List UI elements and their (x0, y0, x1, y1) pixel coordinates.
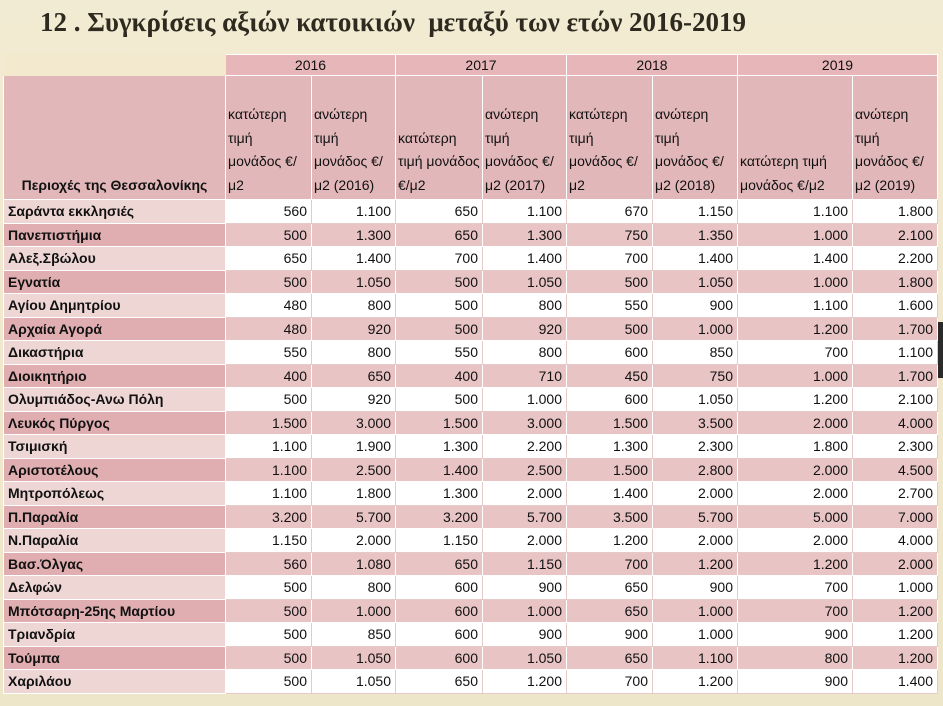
table-row (4, 364, 938, 388)
min-price-cell: 650 (567, 599, 653, 623)
max-price-cell: 2.200 (853, 247, 938, 271)
min-price-cell: 400 (226, 364, 312, 388)
max-price-cell: 1.400 (653, 247, 738, 271)
column-header-row (4, 76, 938, 200)
min-price-cell: 500 (226, 270, 312, 294)
min-price-cell: 500 (226, 388, 312, 412)
max-price-cell: 900 (653, 294, 738, 318)
min-price-cell: 1.000 (738, 270, 853, 294)
max-price-cell: 7.000 (853, 505, 938, 529)
max-price-cell: 900 (483, 576, 567, 600)
min-price-cell: 1.400 (396, 458, 483, 482)
max-price-cell: 800 (483, 341, 567, 365)
max-price-cell: 650 (312, 364, 396, 388)
min-price-cell: 670 (567, 200, 653, 224)
min-price-cell: 700 (567, 670, 653, 694)
column-header: ανώτερη τιμή μονάδος €/μ2 (2018) (653, 76, 738, 200)
min-price-cell: 560 (226, 200, 312, 224)
max-price-cell: 1.000 (312, 599, 396, 623)
max-price-cell: 5.700 (312, 505, 396, 529)
max-price-cell: 2.100 (853, 388, 938, 412)
max-price-cell: 800 (312, 576, 396, 600)
max-price-cell: 4.000 (853, 529, 938, 553)
region-name-cell: Αλεξ.Σβώλου (4, 247, 226, 271)
max-price-cell: 1.400 (312, 247, 396, 271)
max-price-cell: 1.800 (853, 270, 938, 294)
region-name-cell: Τριανδρία (4, 623, 226, 647)
min-price-cell: 1.500 (567, 411, 653, 435)
table-row (4, 458, 938, 482)
max-price-cell: 1.050 (483, 270, 567, 294)
max-price-cell: 1.200 (653, 552, 738, 576)
min-price-cell: 650 (396, 670, 483, 694)
table-row (4, 270, 938, 294)
max-price-cell: 710 (483, 364, 567, 388)
min-price-cell: 500 (567, 317, 653, 341)
min-price-cell: 900 (567, 623, 653, 647)
min-price-cell: 1.300 (396, 435, 483, 459)
min-price-cell: 500 (396, 317, 483, 341)
year-header-row (4, 55, 938, 76)
max-price-cell: 2.000 (483, 482, 567, 506)
table-row (4, 552, 938, 576)
min-price-cell: 900 (738, 623, 853, 647)
table-row (4, 247, 938, 271)
max-price-cell: 1.050 (312, 646, 396, 670)
max-price-cell: 1.900 (312, 435, 396, 459)
region-name-cell: Διοικητήριο (4, 364, 226, 388)
min-price-cell: 700 (738, 576, 853, 600)
max-price-cell: 1.400 (483, 247, 567, 271)
min-price-cell: 1.300 (396, 482, 483, 506)
max-price-cell: 920 (483, 317, 567, 341)
max-price-cell: 800 (312, 294, 396, 318)
min-price-cell: 900 (738, 670, 853, 694)
min-price-cell: 700 (396, 247, 483, 271)
min-price-cell: 650 (567, 646, 653, 670)
max-price-cell: 2.200 (483, 435, 567, 459)
max-price-cell: 920 (312, 388, 396, 412)
max-price-cell: 1.050 (312, 270, 396, 294)
min-price-cell: 1.000 (738, 223, 853, 247)
min-price-cell: 500 (396, 388, 483, 412)
max-price-cell: 1.150 (483, 552, 567, 576)
page-title: 12 . Συγκρίσεις αξιών κατοικιών μεταξύ των ετών 2016-2019 (40, 7, 747, 37)
region-name-cell: Δικαστήρια (4, 341, 226, 365)
table-row (4, 529, 938, 553)
max-price-cell: 900 (483, 623, 567, 647)
min-price-cell: 500 (226, 576, 312, 600)
max-price-cell: 800 (312, 341, 396, 365)
min-price-cell: 600 (396, 576, 483, 600)
min-price-cell: 600 (396, 599, 483, 623)
max-price-cell: 2.800 (653, 458, 738, 482)
region-name-cell: Χαριλάου (4, 670, 226, 694)
min-price-cell: 3.200 (226, 505, 312, 529)
max-price-cell: 3.000 (312, 411, 396, 435)
column-header: κατώτερη τιμή μονάδος €/μ2 (396, 76, 483, 200)
year-header: 2016 (226, 55, 396, 76)
region-name-cell: Τούμπα (4, 646, 226, 670)
min-price-cell: 600 (396, 646, 483, 670)
min-price-cell: 2.000 (738, 411, 853, 435)
year-header: 2018 (567, 55, 738, 76)
max-price-cell: 920 (312, 317, 396, 341)
min-price-cell: 800 (738, 646, 853, 670)
max-price-cell: 2.300 (653, 435, 738, 459)
max-price-cell: 1.050 (483, 646, 567, 670)
min-price-cell: 1.200 (738, 388, 853, 412)
min-price-cell: 650 (396, 223, 483, 247)
min-price-cell: 5.000 (738, 505, 853, 529)
min-price-cell: 500 (226, 623, 312, 647)
max-price-cell: 1.300 (483, 223, 567, 247)
region-name-cell: Αγίου Δημητρίου (4, 294, 226, 318)
min-price-cell: 3.500 (567, 505, 653, 529)
min-price-cell: 1.400 (738, 247, 853, 271)
region-name-cell: Αρχαία Αγορά (4, 317, 226, 341)
min-price-cell: 1.100 (226, 435, 312, 459)
max-price-cell: 2.100 (853, 223, 938, 247)
min-price-cell: 700 (738, 341, 853, 365)
max-price-cell: 1.700 (853, 317, 938, 341)
max-price-cell: 1.200 (853, 623, 938, 647)
region-name-cell: Εγνατία (4, 270, 226, 294)
region-name-cell: Μπότσαρη-25ης Μαρτίου (4, 599, 226, 623)
min-price-cell: 450 (567, 364, 653, 388)
min-price-cell: 2.000 (738, 529, 853, 553)
min-price-cell: 750 (567, 223, 653, 247)
max-price-cell: 1.100 (483, 200, 567, 224)
max-price-cell: 1.200 (483, 670, 567, 694)
region-header: Περιοχές της Θεσσαλονίκης (4, 76, 226, 200)
max-price-cell: 1.150 (653, 200, 738, 224)
table-row (4, 200, 938, 224)
min-price-cell: 500 (567, 270, 653, 294)
min-price-cell: 1.100 (226, 482, 312, 506)
region-name-cell: Λευκός Πύργος (4, 411, 226, 435)
min-price-cell: 1.150 (226, 529, 312, 553)
max-price-cell: 1.100 (653, 646, 738, 670)
min-price-cell: 700 (738, 599, 853, 623)
min-price-cell: 1.800 (738, 435, 853, 459)
max-price-cell: 1.000 (653, 317, 738, 341)
min-price-cell: 400 (396, 364, 483, 388)
property-values-table (3, 54, 938, 694)
min-price-cell: 1.100 (226, 458, 312, 482)
table-row (4, 482, 938, 506)
min-price-cell: 600 (396, 623, 483, 647)
max-price-cell: 1.600 (853, 294, 938, 318)
min-price-cell: 2.000 (738, 482, 853, 506)
min-price-cell: 500 (396, 270, 483, 294)
max-price-cell: 5.700 (483, 505, 567, 529)
max-price-cell: 2.000 (312, 529, 396, 553)
max-price-cell: 1.000 (853, 576, 938, 600)
min-price-cell: 650 (396, 552, 483, 576)
max-price-cell: 1.050 (653, 270, 738, 294)
column-header: ανώτερη τιμή μονάδος €/μ2 (2016) (312, 76, 396, 200)
max-price-cell: 1.200 (853, 646, 938, 670)
max-price-cell: 2.500 (483, 458, 567, 482)
min-price-cell: 550 (396, 341, 483, 365)
region-name-cell: Μητροπόλεως (4, 482, 226, 506)
year-header: 2017 (396, 55, 567, 76)
max-price-cell: 2.000 (653, 529, 738, 553)
min-price-cell: 500 (396, 294, 483, 318)
max-price-cell: 1.100 (312, 200, 396, 224)
min-price-cell: 1.200 (738, 317, 853, 341)
max-price-cell: 1.050 (312, 670, 396, 694)
min-price-cell: 650 (396, 200, 483, 224)
max-price-cell: 1.200 (853, 599, 938, 623)
region-name-cell: Αριστοτέλους (4, 458, 226, 482)
min-price-cell: 1.500 (567, 458, 653, 482)
max-price-cell: 4.000 (853, 411, 938, 435)
column-header: κατώτερη τιμή μονάδος €/μ2 (226, 76, 312, 200)
max-price-cell: 800 (483, 294, 567, 318)
column-header: ανώτερη τιμή μονάδος €/μ2 (2019) (853, 76, 938, 200)
table-row (4, 576, 938, 600)
max-price-cell: 2.300 (853, 435, 938, 459)
min-price-cell: 500 (226, 223, 312, 247)
max-price-cell: 1.100 (853, 341, 938, 365)
max-price-cell: 1.800 (853, 200, 938, 224)
min-price-cell: 600 (567, 388, 653, 412)
max-price-cell: 750 (653, 364, 738, 388)
year-header: 2019 (738, 55, 938, 76)
min-price-cell: 600 (567, 341, 653, 365)
table-row (4, 294, 938, 318)
region-name-cell: Τσιμισκή (4, 435, 226, 459)
table-row (4, 317, 938, 341)
table-body (4, 200, 938, 694)
min-price-cell: 650 (567, 576, 653, 600)
max-price-cell: 1.080 (312, 552, 396, 576)
min-price-cell: 700 (567, 552, 653, 576)
min-price-cell: 650 (226, 247, 312, 271)
region-name-cell: Δελφών (4, 576, 226, 600)
column-header: κατώτερη τιμή μονάδος €/μ2 (738, 76, 853, 200)
max-price-cell: 2.700 (853, 482, 938, 506)
min-price-cell: 480 (226, 317, 312, 341)
table-row (4, 505, 938, 529)
table-row (4, 341, 938, 365)
column-header: ανώτερη τιμή μονάδος €/μ2 (2017) (483, 76, 567, 200)
min-price-cell: 500 (226, 599, 312, 623)
max-price-cell: 1.000 (653, 599, 738, 623)
max-price-cell: 2.000 (483, 529, 567, 553)
min-price-cell: 1.500 (226, 411, 312, 435)
max-price-cell: 2.000 (853, 552, 938, 576)
max-price-cell: 3.000 (483, 411, 567, 435)
table-row (4, 623, 938, 647)
table-row (4, 646, 938, 670)
max-price-cell: 2.500 (312, 458, 396, 482)
min-price-cell: 480 (226, 294, 312, 318)
region-name-cell: Ν.Παραλία (4, 529, 226, 553)
region-name-cell: Πανεπιστήμια (4, 223, 226, 247)
max-price-cell: 1.350 (653, 223, 738, 247)
min-price-cell: 550 (567, 294, 653, 318)
min-price-cell: 560 (226, 552, 312, 576)
min-price-cell: 3.200 (396, 505, 483, 529)
max-price-cell: 4.500 (853, 458, 938, 482)
max-price-cell: 850 (312, 623, 396, 647)
table-row (4, 411, 938, 435)
min-price-cell: 1.100 (738, 294, 853, 318)
min-price-cell: 500 (226, 646, 312, 670)
min-price-cell: 1.100 (738, 200, 853, 224)
region-name-cell: Π.Παραλία (4, 505, 226, 529)
max-price-cell: 1.000 (483, 599, 567, 623)
table-row (4, 670, 938, 694)
max-price-cell: 1.700 (853, 364, 938, 388)
max-price-cell: 1.300 (312, 223, 396, 247)
max-price-cell: 1.000 (483, 388, 567, 412)
table-row (4, 599, 938, 623)
region-name-cell: Ολυμπιάδος-Ανω Πόλη (4, 388, 226, 412)
min-price-cell: 1.000 (738, 364, 853, 388)
max-price-cell: 1.000 (653, 623, 738, 647)
max-price-cell: 900 (653, 576, 738, 600)
empty-header-cell (4, 55, 226, 76)
table-row (4, 388, 938, 412)
table-row (4, 223, 938, 247)
min-price-cell: 700 (567, 247, 653, 271)
max-price-cell: 1.400 (853, 670, 938, 694)
region-name-cell: Σαράντα εκκλησιές (4, 200, 226, 224)
max-price-cell: 1.050 (653, 388, 738, 412)
max-price-cell: 5.700 (653, 505, 738, 529)
region-name-cell: Βασ.Όλγας (4, 552, 226, 576)
column-header: κατώτερη τιμή μονάδος €/μ2 (567, 76, 653, 200)
max-price-cell: 2.000 (653, 482, 738, 506)
min-price-cell: 1.200 (567, 529, 653, 553)
min-price-cell: 550 (226, 341, 312, 365)
min-price-cell: 2.000 (738, 458, 853, 482)
table-row (4, 435, 938, 459)
max-price-cell: 1.200 (653, 670, 738, 694)
min-price-cell: 500 (226, 670, 312, 694)
max-price-cell: 1.800 (312, 482, 396, 506)
max-price-cell: 3.500 (653, 411, 738, 435)
min-price-cell: 1.150 (396, 529, 483, 553)
min-price-cell: 1.400 (567, 482, 653, 506)
min-price-cell: 1.200 (738, 552, 853, 576)
min-price-cell: 1.300 (567, 435, 653, 459)
max-price-cell: 850 (653, 341, 738, 365)
min-price-cell: 1.500 (396, 411, 483, 435)
